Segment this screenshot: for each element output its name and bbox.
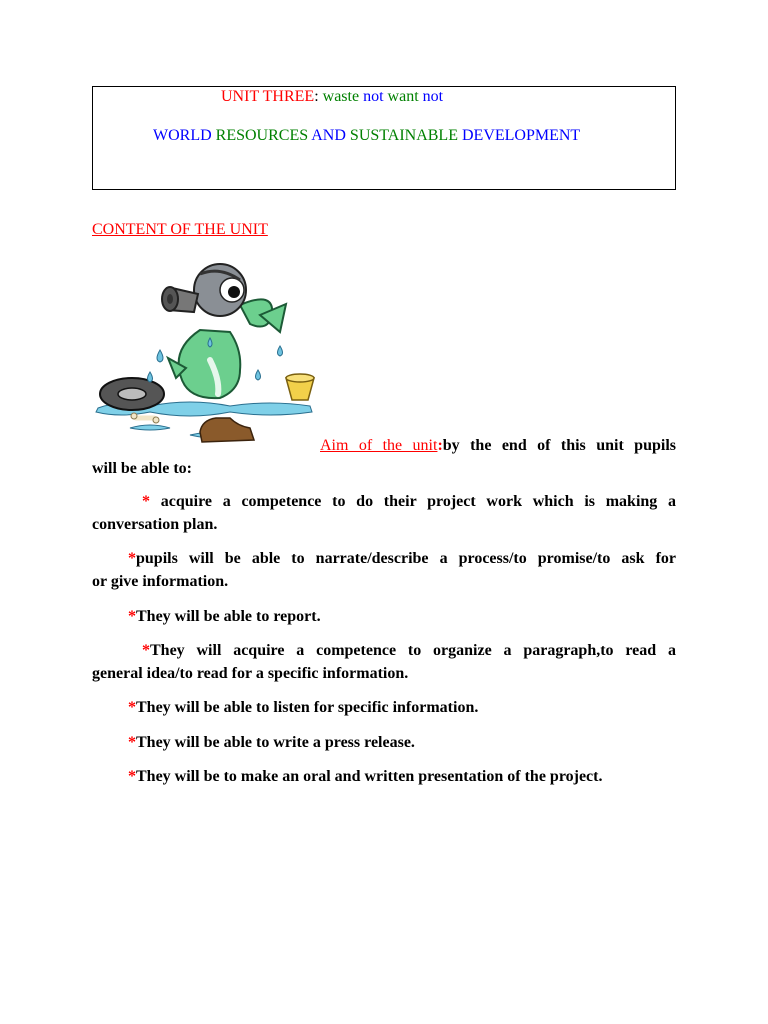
unit-title-box bbox=[92, 86, 676, 190]
aim-colon: : bbox=[437, 437, 443, 454]
content-heading: CONTENT OF THE UNIT bbox=[92, 221, 268, 238]
unit-subtitle bbox=[153, 127, 580, 145]
objective-item bbox=[92, 696, 712, 719]
objective-item bbox=[92, 639, 676, 685]
objective-text-cont: or give information. bbox=[92, 573, 229, 590]
word-want: want bbox=[387, 88, 419, 105]
objective-text-cont: general idea/to read for a specific information. bbox=[92, 665, 409, 682]
objective-text: They will be able to listen for specific information. bbox=[136, 699, 479, 716]
bullet-star: * bbox=[128, 608, 136, 625]
bullet-star: * bbox=[128, 734, 136, 751]
word-not: not bbox=[363, 88, 384, 105]
aim-paragraph bbox=[320, 434, 676, 457]
word-development: DEVELOPMENT bbox=[461, 127, 581, 144]
objective-text: They will be able to report. bbox=[136, 608, 321, 625]
word-not-2: not bbox=[422, 88, 444, 105]
objective-text: They will be to make an oral and written presentation of the project. bbox=[136, 768, 603, 785]
unit-colon: : bbox=[314, 88, 319, 105]
objective-text: They will be able to write a press release. bbox=[136, 734, 415, 751]
bullet-star: * bbox=[142, 642, 150, 659]
bullet-star: * bbox=[128, 768, 136, 785]
bullet-star: * bbox=[142, 493, 150, 510]
objective-item bbox=[92, 547, 676, 593]
unit-label: UNIT THREE bbox=[221, 88, 315, 105]
bullet-star: * bbox=[128, 550, 136, 567]
objective-item bbox=[92, 731, 712, 754]
bullet-star: * bbox=[128, 699, 136, 716]
objective-text: They will acquire a competence to organize a paragraph,to read a bbox=[150, 642, 676, 659]
word-resources: RESOURCES bbox=[215, 127, 309, 144]
aim-label: Aim of the unit bbox=[320, 437, 438, 454]
objective-item bbox=[92, 605, 712, 628]
objective-item bbox=[92, 765, 712, 788]
word-sustainable: SUSTAINABLE bbox=[349, 127, 458, 144]
aim-text-line1: by the end of this unit pupils bbox=[442, 437, 676, 454]
word-and: AND bbox=[311, 127, 346, 144]
objective-text-cont: conversation plan. bbox=[92, 516, 218, 533]
unit-title-line bbox=[221, 88, 443, 106]
objective-item bbox=[92, 490, 676, 536]
polluted-fish-illustration bbox=[90, 260, 322, 454]
word-world: WORLD bbox=[153, 127, 212, 144]
word-waste: waste bbox=[322, 88, 360, 105]
aim-text-line2: will be able to: bbox=[92, 460, 192, 477]
objective-text: acquire a competence to do their project work which is making a bbox=[160, 493, 677, 510]
objective-text: pupils will be able to narrate/describe a process/to promise/to ask for bbox=[136, 550, 676, 567]
